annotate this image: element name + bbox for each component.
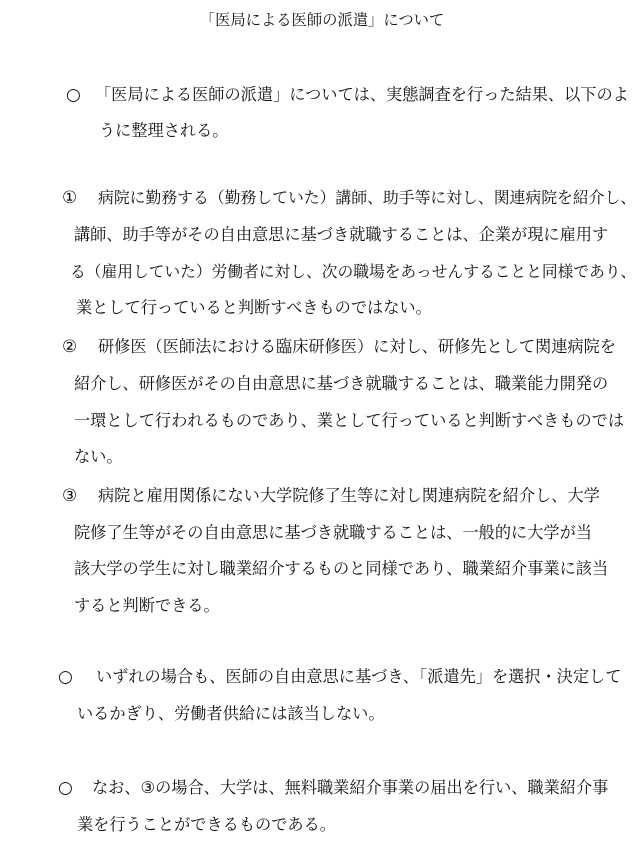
item-3-line-3: 該大学の学生に対し職業紹介するものと同様であり、職業紹介事業に該当 (74, 559, 609, 578)
item-3-line-1: 病院と雇用関係にない大学院修了生等に対し関連病院を紹介し、大学 (98, 486, 600, 505)
note-1-line-2: いるかぎり、労働者供給には該当しない。 (77, 704, 385, 723)
intro-bullet: ○ (66, 85, 81, 105)
item-2-line-1: 研修医（医師法における臨床研修医）に対し、研修先として関連病院を (98, 337, 616, 356)
note-2-line-1: なお、③の場合、大学は、無料職業紹介事業の届出を行い、職業紹介事 (92, 778, 609, 797)
item-2-line-3: 一環として行われるものであり、業として行っていると判断すべきものでは (74, 411, 625, 430)
intro-line-1: 「医局による医師の派遣」については、実態調査を行った結果、以下のよ (95, 85, 629, 104)
note-1-bullet: ○ (58, 667, 73, 687)
item-2-line-2: 紹介し、研修医がその自由意思に基づき就職することは、職業能力開発の (74, 374, 609, 393)
note-2-line-2: 業を行うことができるものである。 (77, 815, 336, 834)
item-2-line-4: ない。 (74, 447, 123, 466)
note-2-bullet: ○ (58, 778, 73, 798)
item-1-marker: ① (62, 188, 78, 208)
item-1-line-1: 病院に勤務する（勤務していた）講師、助手等に対し、関連病院を紹介し、 (98, 188, 637, 207)
item-1-line-3: る（雇用していた）労働者に対し、次の職場をあっせんすることと同様であり、 (70, 262, 637, 281)
item-1-line-4: 業として行っていると判断すべきものではない。 (76, 298, 432, 317)
note-1-line-1: いずれの場合も、医師の自由意思に基づき、「派遣先」を選択・決定して (96, 667, 622, 686)
item-3-line-4: すると判断できる。 (74, 596, 220, 615)
document-title: 「医局による医師の派遣」について (199, 11, 445, 29)
item-1-line-2: 講師、助手等がその自由意思に基づき就職することは、企業が現に雇用す (74, 225, 609, 244)
intro-line-2: うに整理される。 (99, 121, 229, 140)
item-2-marker: ② (62, 337, 78, 357)
item-3-marker: ③ (62, 486, 78, 506)
item-3-line-2: 院修了生等がその自由意思に基づき就職することは、一般的に大学が当 (74, 523, 592, 542)
